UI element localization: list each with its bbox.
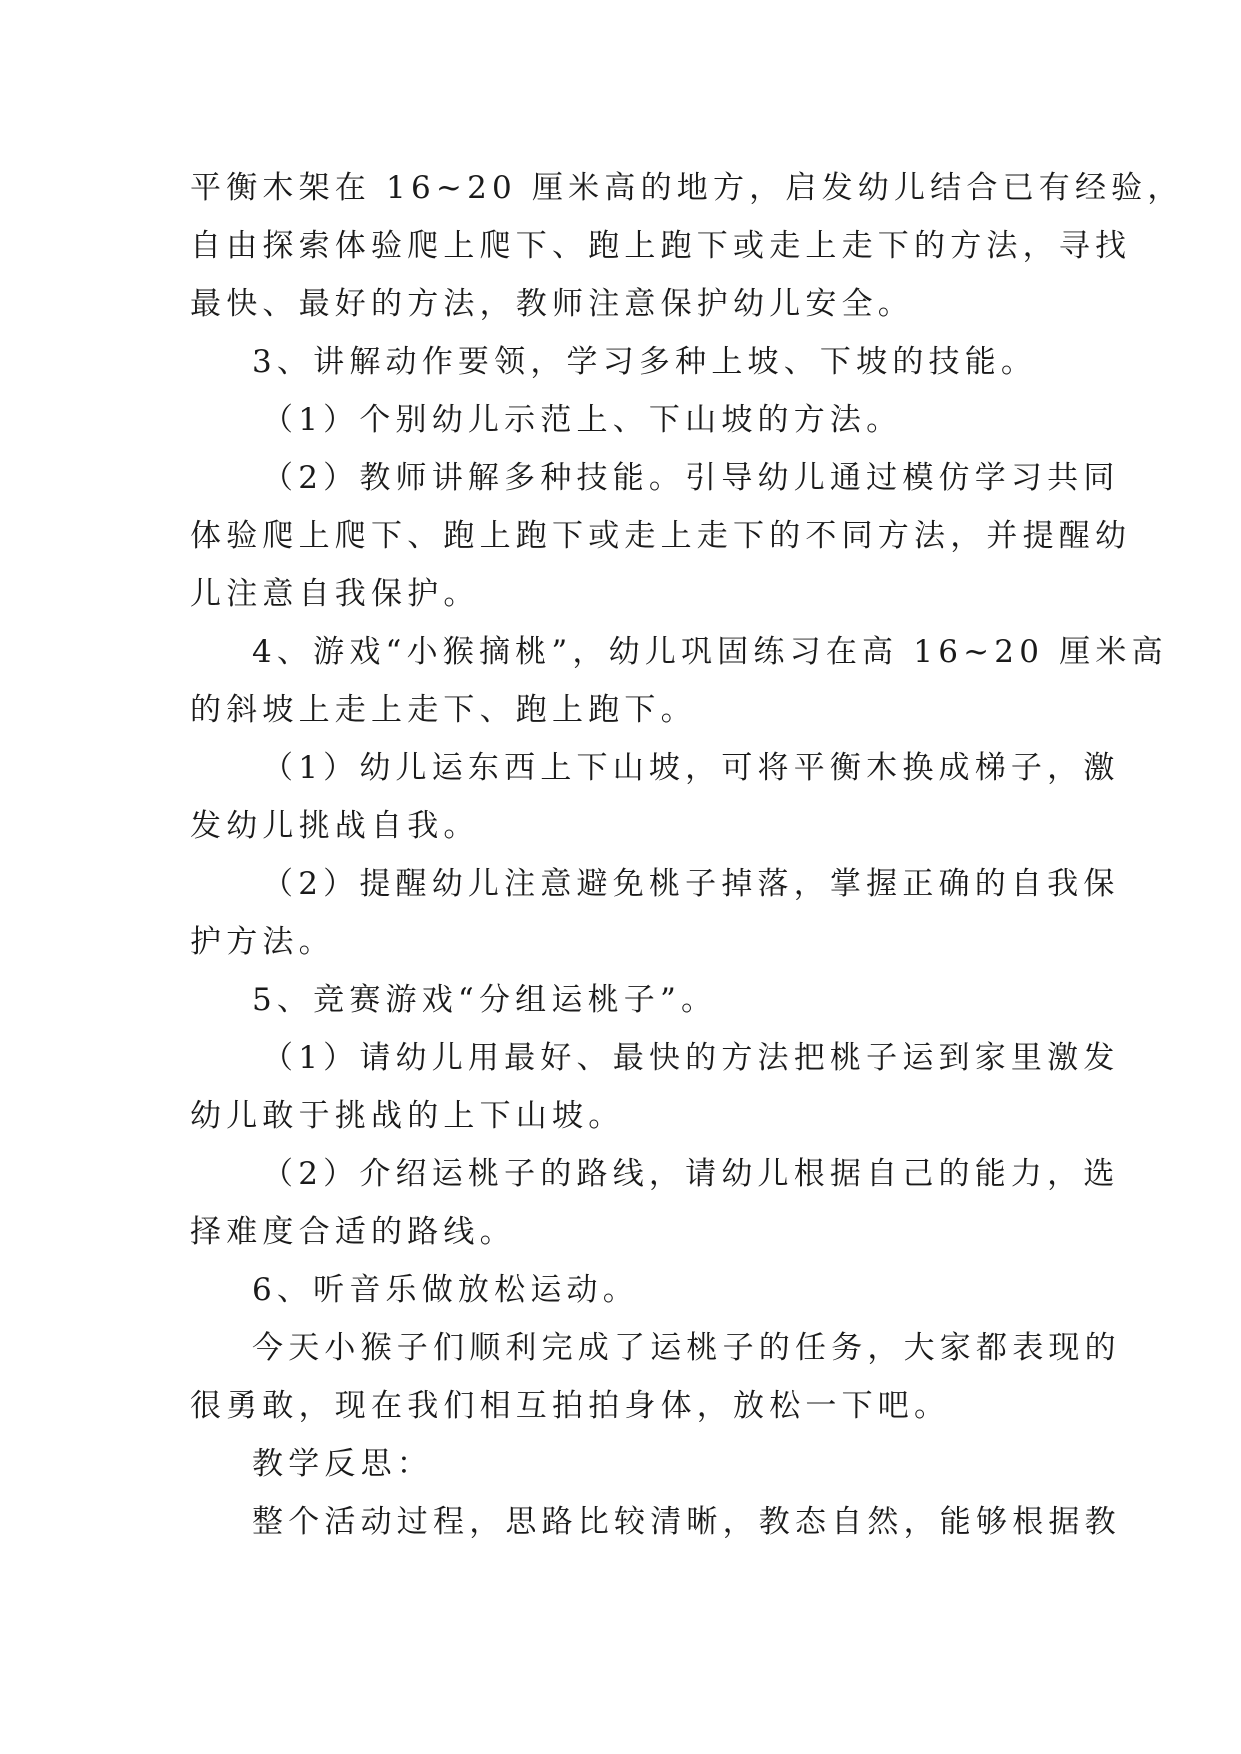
text-line: 平衡木架在 16~20 厘米高的地方，启发幼儿结合已有经验， <box>190 170 1184 206</box>
text-line: 最快、最好的方法，教师注意保护幼儿安全。 <box>190 286 914 322</box>
text-line: 护方法。 <box>190 924 335 960</box>
text-line: 自由探索体验爬上爬下、跑上跑下或走上走下的方法，寻找 <box>190 228 1132 264</box>
text-line: 今天小猴子们顺利完成了运桃子的任务，大家都表现的 <box>252 1330 1121 1366</box>
text-line: 教学反思： <box>252 1446 433 1482</box>
text-line: 体验爬上爬下、跑上跑下或走上走下的不同方法，并提醒幼 <box>190 518 1132 554</box>
text-line: 整个活动过程，思路比较清晰，教态自然，能够根据教 <box>252 1504 1121 1540</box>
text-line: （1）幼儿运东西上下山坡，可将平衡木换成梯子，激 <box>262 750 1120 786</box>
text-line: 6、听音乐做放松运动。 <box>252 1272 639 1308</box>
text-line: 发幼儿挑战自我。 <box>190 808 480 844</box>
text-line: 很勇敢，现在我们相互拍拍身体，放松一下吧。 <box>190 1388 951 1424</box>
text-line: 幼儿敢于挑战的上下山坡。 <box>190 1098 625 1134</box>
text-line: （1）个别幼儿示范上、下山坡的方法。 <box>262 402 903 438</box>
text-line: 择难度合适的路线。 <box>190 1214 516 1250</box>
text-line: 3、讲解动作要领，学习多种上坡、下坡的技能。 <box>252 344 1038 380</box>
text-line: 的斜坡上走上走下、跑上跑下。 <box>190 692 697 728</box>
text-line: 4、游戏“小猴摘桃”，幼儿巩固练习在高 16~20 厘米高 <box>252 634 1168 670</box>
text-line: （2）提醒幼儿注意避免桃子掉落，掌握正确的自我保 <box>262 866 1120 902</box>
text-line: （1）请幼儿用最好、最快的方法把桃子运到家里激发 <box>262 1040 1120 1076</box>
text-line: 5、竞赛游戏“分组运桃子”。 <box>252 982 718 1018</box>
text-line: （2）介绍运桃子的路线，请幼儿根据自己的能力，选 <box>262 1156 1120 1192</box>
text-line: 儿注意自我保护。 <box>190 576 480 612</box>
text-line: （2）教师讲解多种技能。引导幼儿通过模仿学习共同 <box>262 460 1120 496</box>
